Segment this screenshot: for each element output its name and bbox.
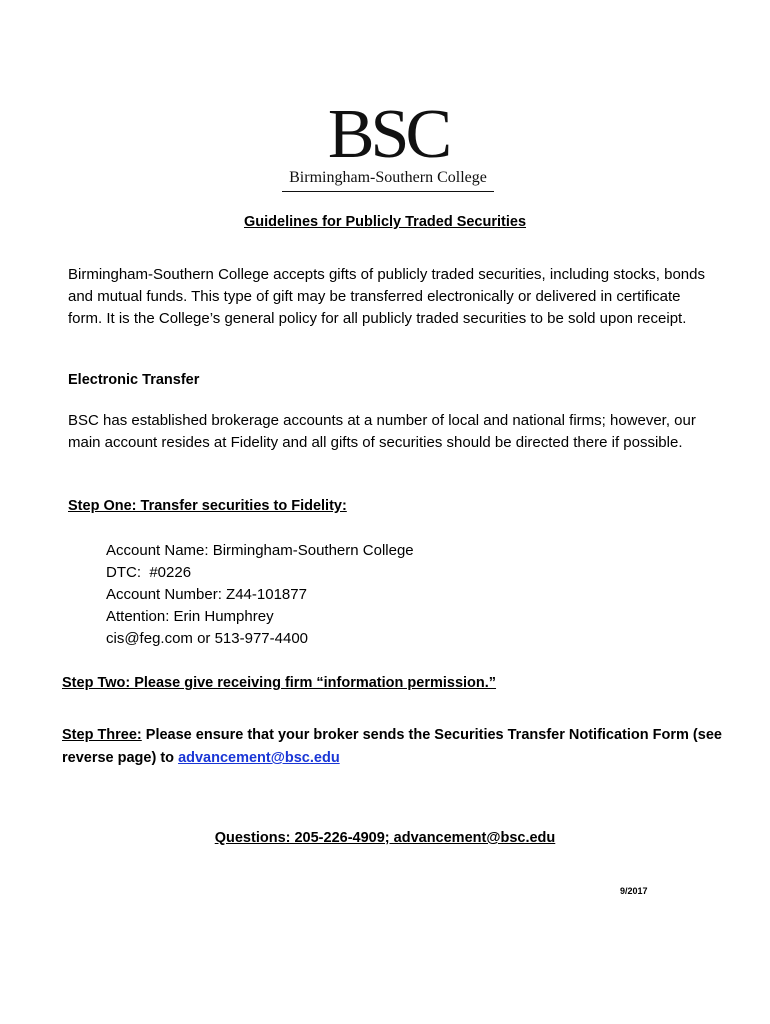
attention-line: Attention: Erin Humphrey [106,608,274,625]
step-two: Step Two: Please give receiving firm “information permission.” [62,675,497,691]
advancement-email-link[interactable]: advancement@bsc.edu [178,750,340,766]
contact-line: cis@feg.com or 513-977-4400 [106,630,309,647]
logo-college-name: Birmingham-Southern College [289,169,487,186]
account-details [106,540,606,650]
step-three [62,724,722,770]
electronic-transfer-heading: Electronic Transfer [68,372,200,388]
step-one-heading: Step One: Transfer securities to Fidelity: [68,498,347,514]
dtc-line: DTC: #0226 [106,564,192,581]
step-three-text: Please ensure that your broker sends the Securities Transfer Notification Form (see reverse page) to [62,727,722,766]
electronic-transfer-paragraph: BSC has established brokerage accounts at a number of local and national firms; however, our main account resides at Fidelity and all gifts of securities should be directed there if possible. [68,412,696,451]
questions-contact: Questions: 205-226-4909; advancement@bsc.edu [214,830,556,846]
account-name-line: Account Name: Birmingham-Southern College [106,542,414,559]
logo-underline [282,191,494,192]
intro-paragraph: Birmingham-Southern College accepts gifts of publicly traded securities, including stocks, bonds and mutual funds. This type of gift may be transferred electronically or delivered in certificate form. It is the College’s general policy for all publicly traded securities to be sold upon receipt. [68,266,705,327]
revision-date: 9/2017 [620,886,648,896]
account-number-line: Account Number: Z44-101877 [106,586,307,603]
document-title: Guidelines for Publicly Traded Securities [243,214,527,230]
bsc-logo [280,96,496,192]
step-three-label: Step Three: [62,727,142,743]
logo-mark: BSC [327,96,449,173]
